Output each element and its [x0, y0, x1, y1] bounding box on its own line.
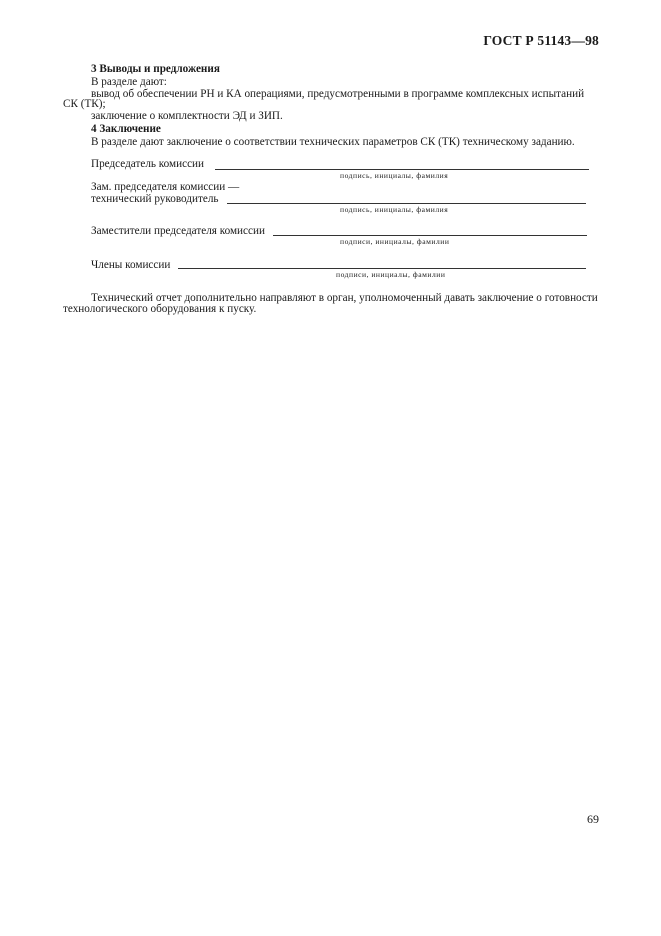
deputies-caption: подписи, инициалы, фамилии	[340, 237, 450, 246]
section-3-item-1: вывод об обеспечении РН и КА операциями, предусмотренными в программе комплексных испытаний	[91, 88, 585, 100]
chairman-caption: подпись, инициалы, фамилия	[340, 171, 449, 180]
section-4-text: В разделе дают заключение о соответствии технических параметров СК (ТК) техническому заданию.	[91, 136, 575, 148]
members-caption: подписи, инициалы, фамилии	[336, 270, 446, 279]
standard-code: ГОСТ Р 51143—98	[483, 33, 599, 48]
technical-manager-label: технический руководитель	[91, 193, 219, 205]
closing-line-2: технологического оборудования к пуску.	[63, 303, 257, 315]
section-3-heading: 3 Выводы и предложения	[91, 63, 220, 75]
closing-line-1: Технический отчет дополнительно направляют в орган, уполномоченный давать заключение о готовности	[91, 292, 598, 304]
deputy-caption: подпись, инициалы, фамилия	[340, 205, 449, 214]
section-3-item-2: заключение о комплектности ЭД и ЗИП.	[91, 110, 283, 122]
section-3-item-1-cont: СК (ТК);	[63, 98, 106, 110]
chairman-label: Председатель комиссии	[91, 158, 205, 170]
deputy-chairman-label: Зам. председателя комиссии —	[91, 181, 240, 193]
chairman-signature-line	[215, 169, 589, 170]
section-3-intro: В разделе дают:	[91, 76, 167, 88]
deputies-label: Заместители председателя комиссии	[91, 225, 265, 237]
deputy-signature-line	[227, 203, 586, 204]
section-4-heading: 4 Заключение	[91, 123, 161, 135]
deputies-signature-line	[273, 235, 587, 236]
members-label: Члены комиссии	[91, 259, 171, 271]
page-number: 69	[587, 812, 599, 826]
members-signature-line	[178, 268, 586, 269]
